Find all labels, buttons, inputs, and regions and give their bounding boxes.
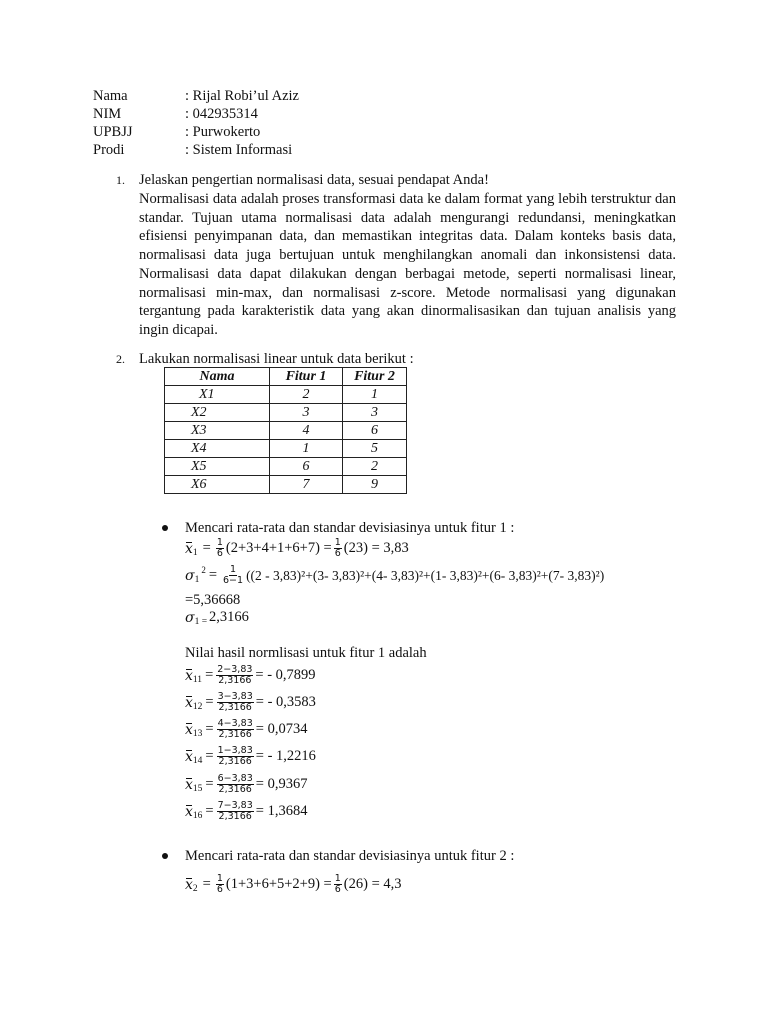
data-table (164, 367, 407, 494)
question-text: Lakukan normalisasi linear untuk data berikut : (139, 351, 414, 367)
question-text: Jelaskan pengertian normalisasi data, sesuai pendapat Anda! (139, 172, 489, 188)
table-cell: 5 (343, 440, 407, 458)
norm-row: x 15 = $\frac{6-3,83}{2,3166}$ = 0,9367 (185, 773, 308, 795)
bullet-text: Mencari rata-rata dan standar devisiasinya untuk fitur 2 : (185, 848, 515, 864)
table-cell: 6 (270, 458, 343, 476)
table-cell: X2 (165, 404, 270, 422)
table-cell: 2 (270, 386, 343, 404)
norm-row: x 14 = $\frac{1-3,83}{2,3166}$ = - 1,2216 (185, 745, 316, 767)
mean-fitur-1: x 1 = $\frac{1}{6}$ (2+3+4+1+6+7) = $\frac{1}{6}$ (23) = 3,83 (185, 537, 409, 559)
identity-row-prodi: Prodi : Sistem Informasi (93, 142, 293, 158)
norm-row: x 13 = $\frac{4-3,83}{2,3166}$ = 0,0734 (185, 718, 308, 740)
table-cell: 3 (270, 404, 343, 422)
std-fitur-1: σ 1 = 2,3166 (185, 609, 249, 627)
table-cell: X1 (165, 386, 270, 404)
table-header: Fitur 2 (343, 368, 407, 386)
table-row (165, 440, 407, 458)
table-row (165, 404, 407, 422)
table-row (165, 476, 407, 494)
table-cell: 6 (343, 422, 407, 440)
table-cell: X3 (165, 422, 270, 440)
table-cell: 7 (270, 476, 343, 494)
table-row (165, 458, 407, 476)
table-row (165, 386, 407, 404)
bullet-fitur-2 (162, 847, 682, 866)
table-cell: X6 (165, 476, 270, 494)
table-row (165, 422, 407, 440)
norm-row: x 16 = $\frac{7-3,83}{2,3166}$ = 1,3684 (185, 800, 308, 822)
variance-fitur-1: σ 1 2 = $\frac{1}{6-1}$ ((2 - 3,83)²+(3- 3,83)²+(4- 3,83)²+(1- 3,83)²+(6- 3,83)²+(7- 3,83)²) (185, 564, 605, 586)
question-number: 1. (116, 173, 125, 187)
table-cell: 2 (343, 458, 407, 476)
answer-paragraph: Normalisasi data adalah proses transformasi data ke dalam format yang lebih terstruktur dan standar. Tujuan utama normalisasi data adalah mengurangi redundansi, meningkatkan efisiensi penyimpanan data, dan memastikan integritas data. Dalam konteks basis data, normalisasi data juga bertujuan untuk menghilangkan anomali dan inkonsistensi data. Normalisasi data dapat dilakukan dengan berbagai metode, seperti normalisasi linear, normalisasi min-max, dan normalisasi z-score. Metode normalisasi yang digunakan tergantung pada karakteristik data yang akan dinormalisasikan dan tujuan analisis yang ingin dicapai. (139, 191, 676, 338)
table-cell: 3 (343, 404, 407, 422)
identity-block (93, 87, 299, 159)
table-cell: X5 (165, 458, 270, 476)
table-header: Nama (165, 368, 270, 386)
mean-fitur-2: x 2 = $\frac{1}{6}$ (1+3+6+5+2+9) = $\frac{1}{6}$ (26) = 4,3 (185, 873, 402, 895)
identity-row-nama: Nama : Rijal Robi’ul Aziz (93, 88, 299, 104)
norm-row: x 11 = $\frac{2-3,83}{2,3166}$ = - 0,7899 (185, 664, 316, 686)
table-cell: 4 (270, 422, 343, 440)
table-cell: 1 (343, 386, 407, 404)
variance-result: =5,36668 (185, 592, 241, 608)
norm-title: Nilai hasil normlisasi untuk fitur 1 adalah (185, 645, 427, 661)
bullet-fitur-1 (162, 519, 682, 538)
table-cell: 1 (270, 440, 343, 458)
table-header-row (165, 368, 407, 386)
bullet-dot-icon (162, 525, 168, 531)
question-1 (116, 171, 676, 340)
bullet-dot-icon (162, 853, 168, 859)
identity-row-upbjj: UPBJJ : Purwokerto (93, 124, 261, 140)
identity-row-nim: NIM : 042935314 (93, 106, 258, 122)
norm-row: x 12 = $\frac{3-3,83}{2,3166}$ = - 0,3583 (185, 691, 316, 713)
table-cell: X4 (165, 440, 270, 458)
table-header: Fitur 1 (270, 368, 343, 386)
table-cell: 9 (343, 476, 407, 494)
bullet-text: Mencari rata-rata dan standar devisiasinya untuk fitur 1 : (185, 520, 515, 536)
question-number: 2. (116, 352, 125, 366)
